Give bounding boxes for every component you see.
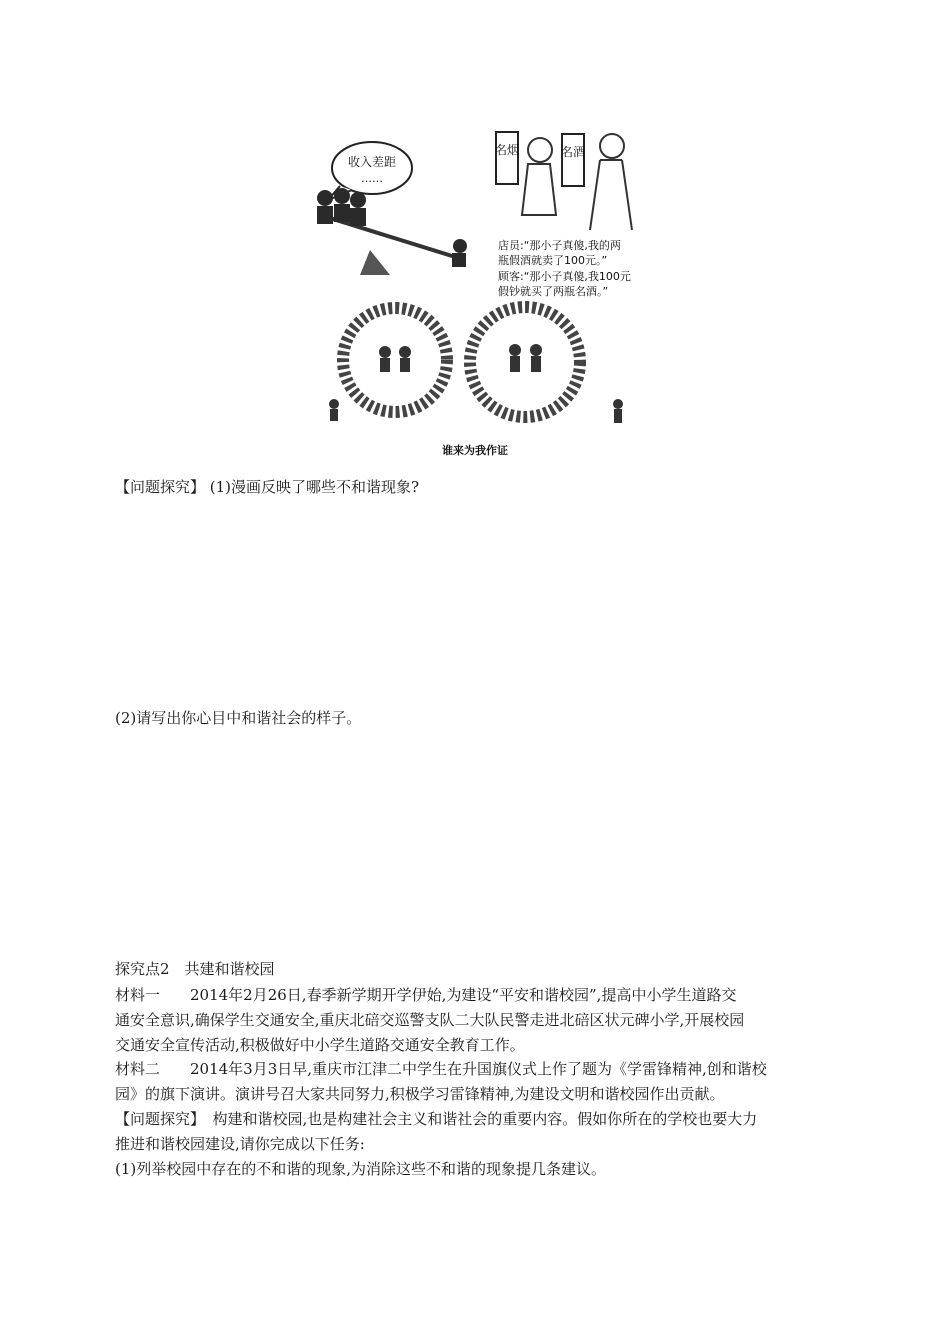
dialogue-line-3: 顾客:“那小子真傻,我100元 [498, 270, 631, 283]
comic-drawing [300, 120, 650, 460]
sign-liquor: 名酒 [560, 145, 586, 159]
material1-line-2: 通安全意识,确保学生交通安全,重庆北碚交巡警支队二大队民警走进北碚区状元碑小学,开展校园 [115, 1011, 745, 1029]
section-heading: 探究点2 共建和谐校园 [115, 960, 275, 978]
comic-illustration [300, 120, 650, 460]
sign-cigarettes: 名烟 [494, 143, 520, 157]
question-2: (2)请写出你心目中和谐社会的样子。 [115, 709, 362, 727]
inquiry-line-2: 推进和谐校园建设,请你完成以下任务: [115, 1135, 365, 1153]
task-1: (1)列举校园中存在的不和谐的现象,为消除这些不和谐的现象提几条建议。 [115, 1160, 607, 1178]
comic-caption: 谁来为我作证 [442, 444, 508, 457]
material2-line-2: 园》的旗下演讲。演讲号召大家共同努力,积极学习雷锋精神,为建设文明和谐校园作出贡献。 [115, 1085, 725, 1103]
seesaw-panel [317, 142, 467, 275]
dialogue-line-2: 瓶假酒就卖了100元。” [498, 254, 608, 267]
shop-panel [495, 132, 632, 298]
material2-line-1: 材料二 2014年3月3日早,重庆市江津二中学生在升国旗仪式上作了题为《学雷锋精神,创和谐校 [115, 1060, 767, 1078]
bubble-dots: …… [361, 172, 383, 185]
dialogue-line-4: 假钞就买了两瓶名酒。” [498, 285, 609, 298]
question-1: 【问题探究】 (1)漫画反映了哪些不和谐现象? [115, 478, 420, 496]
material1-line-3: 交通安全宣传活动,积极做好中小学生道路交通安全教育工作。 [115, 1036, 525, 1054]
inquiry-line-1: 【问题探究】 构建和谐校园,也是构建社会主义和谐社会的重要内容。假如你所在的学校也要大力 [115, 1110, 758, 1128]
dialogue-line-1: 店员:“那小子真傻,我的两 [498, 239, 621, 252]
bubble-text: 收入差距 [347, 155, 397, 169]
crowd-panel [329, 307, 623, 457]
material1-line-1: 材料一 2014年2月26日,春季新学期开学伊始,为建设“平安和谐校园”,提高中小学生道路交 [115, 986, 737, 1004]
